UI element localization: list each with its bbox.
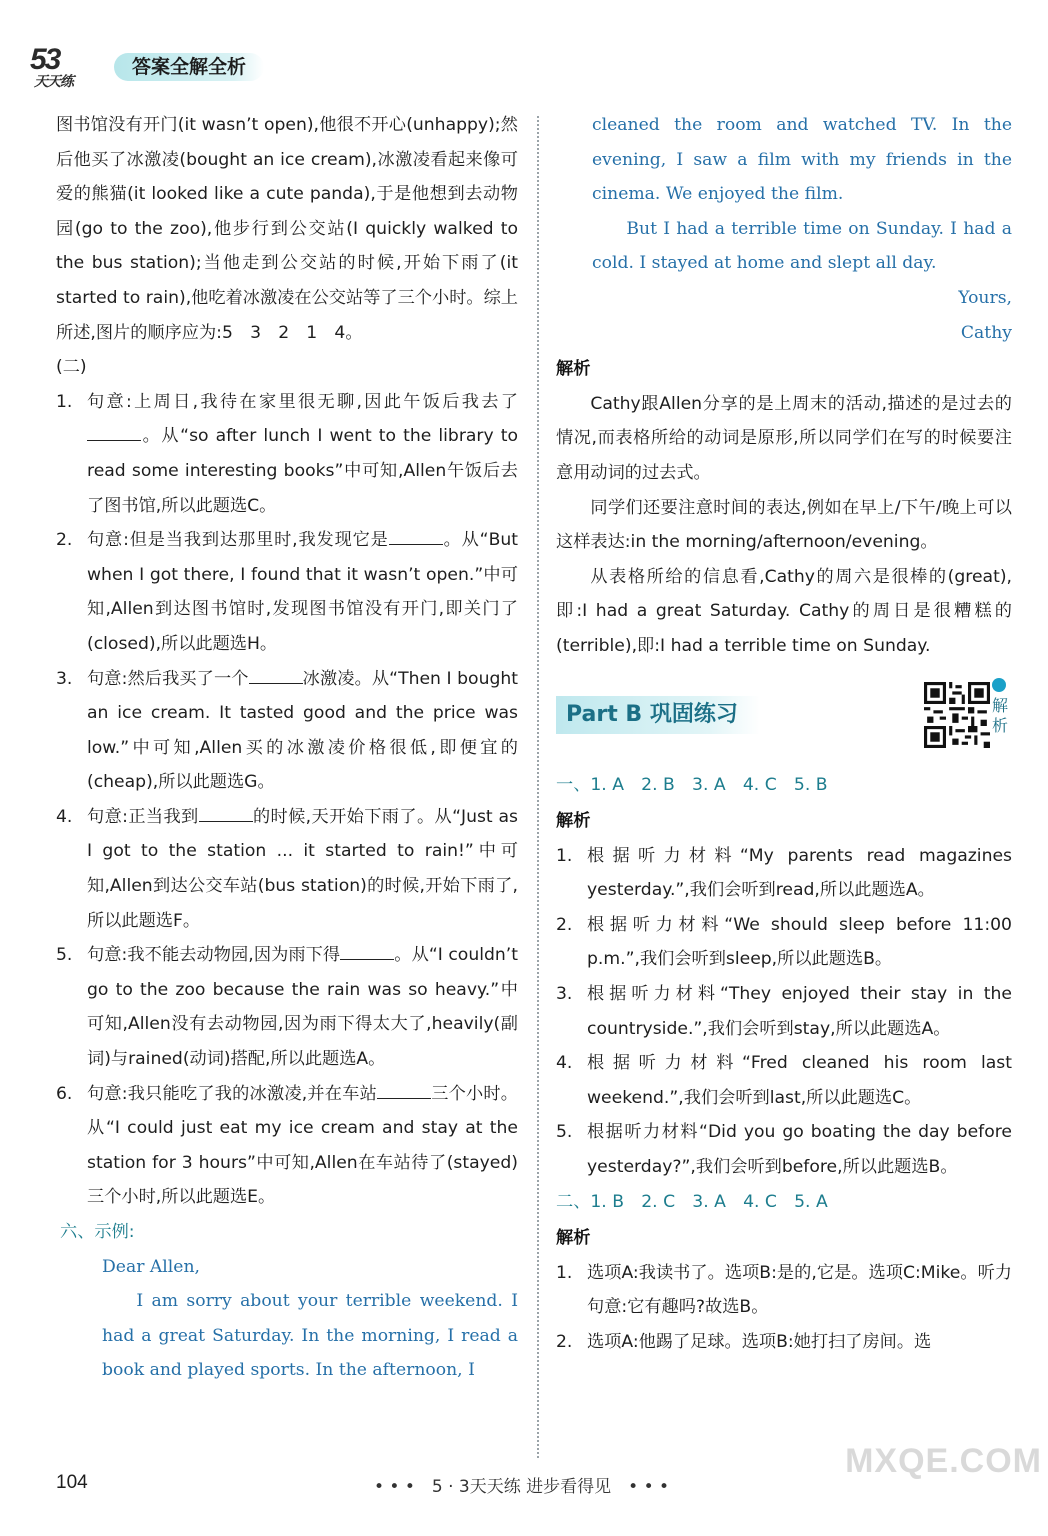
listening-item-1 [556,839,1012,908]
part-b-title: Part B 巩固练习 [556,696,760,734]
qr-caption [992,678,1012,736]
item-text [87,938,518,1076]
item-number: 2. [556,914,573,935]
page-footer [56,1468,1006,1498]
item-number: 2. [56,530,73,551]
question-item-2 [56,523,518,661]
item-text: 根据听力材料“Did you go boating the day before yesterday?”,我们会听到before,所以此题选B。 [587,1122,1012,1178]
item-text-post: 。从“so after lunch I went to the library to read some interesting books”中可知,Allen午饭后去了图书馆,所以此题选C。 [87,426,518,516]
sample-letter [56,1250,518,1388]
item-number: 3. [56,668,73,689]
item-text [87,523,518,661]
item-text-post: 三个小时。从“I could just eat my ice cream and stay at the station for 3 hours”中可知,Allen在车站待了(stayed)三个小时,所以此题选E。 [87,1083,518,1208]
listening-item-2 [556,908,1012,977]
item-text-pre: 句意:但是当我到达那里时,我发现它是 [87,530,389,551]
item-text-pre: 句意:正当我到 [87,806,199,827]
section-2-answers: 二、1. B 2. C 3. A 4. C 5. A [556,1191,828,1212]
question-item-6 [56,1077,518,1215]
section-2-analysis-heading: 解析 [556,1228,591,1249]
item-number: 2. [556,1332,573,1352]
listening-item-5 [556,1115,1012,1184]
part-b-header [556,678,1012,768]
item-number: 6. [56,1083,73,1104]
column-divider [537,116,539,1458]
question-item-1 [56,385,518,523]
logo-number: 53 [30,43,60,76]
analysis-heading: 解析 [556,359,591,380]
response-item-1 [556,1256,1012,1325]
item-text [87,662,518,800]
item-number: 3. [556,984,573,1005]
fill-blank [389,526,443,545]
item-text: 根据听力材料“Fred cleaned his room last weekend.”,我们会听到last,所以此题选C。 [587,1053,1012,1108]
item-number: 5. [56,945,73,966]
item-text-pre: 句意:然后我买了一个 [87,668,249,689]
item-text-post: 的时候,天开始下雨了。从“Just as I got to the station ... it started to rain!”中可知,Allen到达公交车站(bus station)的时候,开始下雨了,所以此题选F。 [87,806,518,931]
item-text-pre: 句意:我不能去动物园,因为雨下得 [87,945,341,966]
item-number: 5. [556,1122,573,1143]
page-header [26,42,264,92]
letter-paragraph-2: But I had a terrible time on Sunday. I had a cold. I stayed at home and slept all day. [592,218,1012,274]
item-text-post: 。从“But when I got there, I found that it wasn’t open.”中可知,Allen到达图书馆时,发现图书馆没有开门,即关门了(closed),所以此题选H。 [87,530,518,654]
item-text [87,385,518,523]
section-1-analysis-heading: 解析 [556,811,591,832]
section-1-answers: 一、1. A 2. B 3. A 4. C 5. B [556,774,828,795]
qr-code-icon[interactable] [924,682,990,748]
fill-blank [249,665,303,684]
item-number: 1. [56,391,73,412]
logo-text: 天天练 [34,73,73,89]
item-text: 选项A:我读书了。选项B:是的,它是。选项C:Mike。听力句意:它有趣吗?故选B。 [587,1262,1012,1318]
analysis-paragraph-3: 从表格所给的信息看,Cathy的周六是很棒的(great),即:I had a great Saturday. Cathy的周日是很糟糕的(terrible),即:I had a terrible time on Sunday. [556,566,1012,656]
analysis-paragraph-1: Cathy跟Allen分享的是上周末的活动,描述的是过去的情况,而表格所给的动词是原形,所以同学们在写的时候要注意用动词的过去式。 [556,393,1012,483]
letter-greeting: Dear Allen, [102,1256,200,1277]
question-item-5 [56,938,518,1076]
page-number: 104 [56,1472,88,1493]
item-text-post: 。从“I couldn’t go to the zoo because the rain was so heavy.”中可知,Allen没有去动物园,因为雨下得太大了,heavily(副词)与rained(动词)搭配,所以此题选A。 [87,945,519,1070]
item-number: 1. [556,845,573,866]
fill-blank [199,803,253,822]
item-number: 4. [556,1053,573,1074]
item-text-post: 冰激凌。从“Then I bought an ice cream. It tasted good and the price was low.”中可知,Allen买的冰激凌价格很低,即便宜的(cheap),所以此题选G。 [87,668,519,793]
item-text: 选项A:他踢了足球。选项B:她打扫了房间。选 [587,1332,932,1352]
analysis-paragraph-2: 同学们还要注意时间的表达,例如在早上/下午/晚上可以这样表达:in the morning/afternoon/evening。 [556,497,1012,553]
section-2-label: (二) [56,357,87,378]
item-text-pre: 句意:上周日,我待在家里很无聊,因此午饭后我去了 [87,391,518,412]
qr-caption-text: 解析 [992,695,1009,735]
letter-closing: Yours, [958,287,1012,308]
item-text [87,800,518,938]
header-banner: 答案全解全析 [114,53,264,81]
item-text: 根据听力材料“My parents read magazines yesterday.”,我们会听到read,所以此题选A。 [587,845,1012,901]
listening-item-4 [556,1046,1012,1115]
item-text [87,1077,518,1215]
item-text: 根据听力材料“We should sleep before 11:00 p.m.”,我们会听到sleep,所以此题选B。 [587,914,1012,970]
fill-blank [340,941,394,960]
item-number: 4. [56,806,73,827]
section-6-label: 六、示例: [60,1222,135,1242]
letter-continuation: cleaned the room and watched TV. In the evening, I saw a film with my friends in the cinema. We enjoyed the film. [592,115,1012,205]
brand-logo [26,43,104,91]
listening-item-3 [556,977,1012,1046]
response-item-2 [556,1325,1012,1360]
letter-signature: Cathy [960,322,1012,343]
item-text: 根据听力材料“They enjoyed their stay in the countryside.”,我们会听到stay,所以此题选A。 [587,984,1012,1039]
letter-paragraph-1: I am sorry about your terrible weekend. I had a great Saturday. In the morning, I read a book and played sports. In the afternoon, I [102,1291,518,1381]
fill-blank [87,422,141,441]
play-icon [992,678,1006,692]
left-column [56,108,518,1388]
sample-letter-continued [556,108,1012,350]
right-column [556,108,1012,1360]
intro-paragraph: 图书馆没有开门(it wasn’t open),他很不开心(unhappy);然后他买了冰激凌(bought an ice cream),冰激凌看起来像可爱的熊猫(it looked like a cute panda),于是他想到去动物园(go to the zoo),他步行到公交站(I quickly walked to the bus station);当他走到公交站的时候,开始下雨了(it started to rain),他吃着冰激凌在公交站等了三个小时。综上所述,图片的顺序应为:5 3 2 1 4。 [56,115,518,343]
question-item-4 [56,800,518,938]
question-item-3 [56,662,518,800]
item-text-pre: 句意:我只能吃了我的冰激凌,并在车站 [87,1083,377,1104]
item-number: 1. [556,1262,573,1283]
watermark: MXQE.COM [845,1442,1042,1480]
fill-blank [377,1080,431,1099]
footer-slogan: • • • 5 · 3天天练 进步看得见 • • • [374,1477,670,1497]
